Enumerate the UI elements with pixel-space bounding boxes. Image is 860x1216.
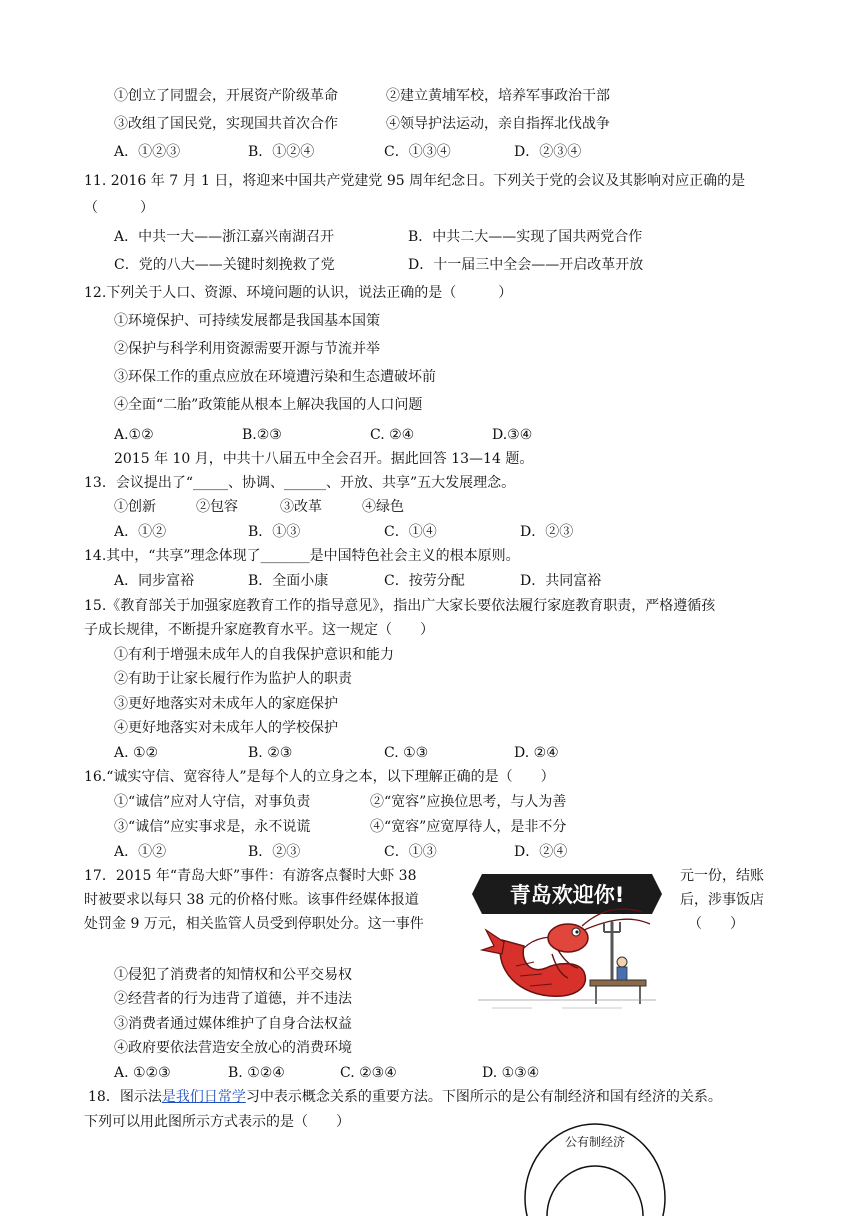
q17-stem-line2-right: 后，涉事饭店 [680,892,764,908]
q17-item-3: ③消费者通过媒体维护了自身合法权益 [114,1016,352,1032]
q15-stem: 15.《教育部关于加强家庭教育工作的指导意见》，指出广大家长要依法履行家庭教育职责，严格遵循孩 [84,598,716,614]
q10-option-a: A．①②③ [114,144,181,160]
q15-option-c: C. ①③ [384,745,429,761]
q12-option-a: A.①② [114,427,154,443]
q16-option-c: C．①③ [384,844,437,860]
q17-stem-line1-right: 元一份，结账 [680,868,764,884]
q17-option-b: B. ①②④ [228,1065,285,1081]
shrimp-cartoon-image [472,868,662,1014]
q16-option-b: B．②③ [248,844,301,860]
q17-option-c: C. ②③④ [340,1065,397,1081]
q11-option-a: A．中共一大——浙江嘉兴南湖召开 [114,229,335,245]
q16-item-1: ①“诚信”应对人守信，对事负责 [114,794,311,810]
q12-option-d: D.③④ [492,427,533,443]
q17-stem-line1: 17．2015 年“青岛大虾”事件：有游客点餐时大虾 38 [84,868,417,884]
q13-item-2: ②包容 [196,499,238,515]
q10-item-3: ③改组了国民党，实现国共首次合作 [114,116,338,132]
q13-option-c: C．①④ [384,524,437,540]
q12-item-4: ④全面“二胎”政策能从根本上解决我国的人口问题 [114,397,423,413]
q16-stem: 16.“诚实守信、宽容待人”是每个人的立身之本，以下理解正确的是（ ） [84,769,555,785]
q13-option-a: A．①② [114,524,167,540]
q15-option-b: B. ②③ [248,745,293,761]
concept-diagram [520,1118,670,1216]
q12-item-2: ②保护与科学利用资源需要开源与节流并举 [114,341,380,357]
q10-option-d: D．②③④ [514,144,582,160]
q12-stem: 12.下列关于人口、资源、环境问题的认识，说法正确的是（ ） [84,285,513,301]
q17-item-4: ④政府要依法营造安全放心的消费环境 [114,1040,352,1056]
q16-option-d: D．②④ [514,844,568,860]
q17-item-1: ①侵犯了消费者的知情权和公平交易权 [114,967,352,983]
q15-item-1: ①有利于增强未成年人的自我保护意识和能力 [114,647,394,663]
q15-option-d: D. ②④ [514,745,559,761]
q17-option-d: D. ①③④ [482,1065,540,1081]
cartoon-banner-text: 青岛欢迎你! [509,883,625,907]
q12-option-b: B.②③ [242,427,282,443]
q18-stem-prefix: 18．图示法 [88,1089,162,1105]
q15-stem-cont: 子成长规律，不断提升家庭教育水平。这一规定（ ） [84,622,434,638]
q10-item-4: ④领导护法运动，亲自指挥北伐战争 [386,116,610,132]
q10-item-2: ②建立黄埔军校，培养军事政治干部 [386,88,610,104]
q14-option-b: B．全面小康 [248,573,329,589]
q16-option-a: A．①② [114,844,167,860]
q17-item-2: ②经营者的行为违背了道德，并不违法 [114,991,352,1007]
q16-item-2: ②“宽容”应换位思考，与人为善 [370,794,567,810]
q10-item-1: ①创立了同盟会，开展资产阶级革命 [114,88,338,104]
q11-option-d: D．十一届三中全会——开启改革开放 [408,257,644,273]
q13-option-d: D．②③ [520,524,574,540]
q13-item-1: ①创新 [114,499,156,515]
inner-circle [547,1166,643,1216]
q11-stem: 11. 2016 年 7 月 1 日，将迎来中国共产党建党 95 周年纪念日。下列关于党的会议及其影响对应正确的是 [84,173,746,189]
q15-item-2: ②有助于让家长履行作为监护人的职责 [114,671,352,687]
outer-circle-label: 公有制经济 [564,1135,626,1149]
q14-option-a: A．同步富裕 [114,573,195,589]
q15-item-4: ④更好地落实对未成年人的学校保护 [114,720,338,736]
q14-option-d: D．共同富裕 [520,573,602,589]
q15-option-a: A. ①② [114,745,159,761]
q15-item-3: ③更好地落实对未成年人的家庭保护 [114,696,338,712]
q16-item-3: ③“诚信”应实事求是，永不说谎 [114,819,311,835]
q14-option-c: C．按劳分配 [384,573,465,589]
q13-item-3: ③改革 [280,499,322,515]
q13-stem: 13．会议提出了“_____、协调、______、开放、共享”五大发展理念。 [84,475,516,491]
q17-option-a: A. ①②③ [114,1065,171,1081]
q17-stem-line3: 处罚金 9 万元，相关监管人员受到停职处分。这一事件 [84,916,424,932]
q13-option-b: B．①③ [248,524,301,540]
q17-stem-paren: （ ） [688,916,744,932]
q11-option-b: B．中共二大——实现了国共两党合作 [408,229,643,245]
q14-stem: 14.其中，“共享”理念体现了_______是中国特色社会主义的根本原则。 [84,548,520,564]
q11-stem-paren: （ ） [84,200,154,216]
q11-option-c: C．党的八大——关键时刻挽救了党 [114,257,335,273]
q12-item-1: ①环境保护、可持续发展都是我国基本国策 [114,313,380,329]
intro-13-14: 2015 年 10 月，中共十八届五中全会召开。据此回答 13—14 题。 [114,451,534,467]
q13-item-4: ④绿色 [362,499,404,515]
q10-option-c: C．①③④ [384,144,451,160]
q17-stem-line2: 时被要求以每只 38 元的价格付账。该事件经媒体报道 [84,892,419,908]
q18-stem [88,1088,722,1106]
q18-stem-suffix: 习中表示概念关系的重要方法。下图所示的是公有制经济和国有经济的关系。 [245,1089,722,1105]
q12-option-c: C. ②④ [370,427,415,443]
q10-option-b: B．①②④ [248,144,315,160]
q18-stem-cont: 下列可以用此图所示方式表示的是（ ） [84,1114,350,1130]
q16-item-4: ④“宽容”应宽厚待人，是非不分 [370,819,567,835]
q12-item-3: ③环保工作的重点应放在环境遭污染和生态遭破坏前 [114,369,436,385]
q18-stem-link[interactable]: 是我们日常学 [161,1089,246,1105]
